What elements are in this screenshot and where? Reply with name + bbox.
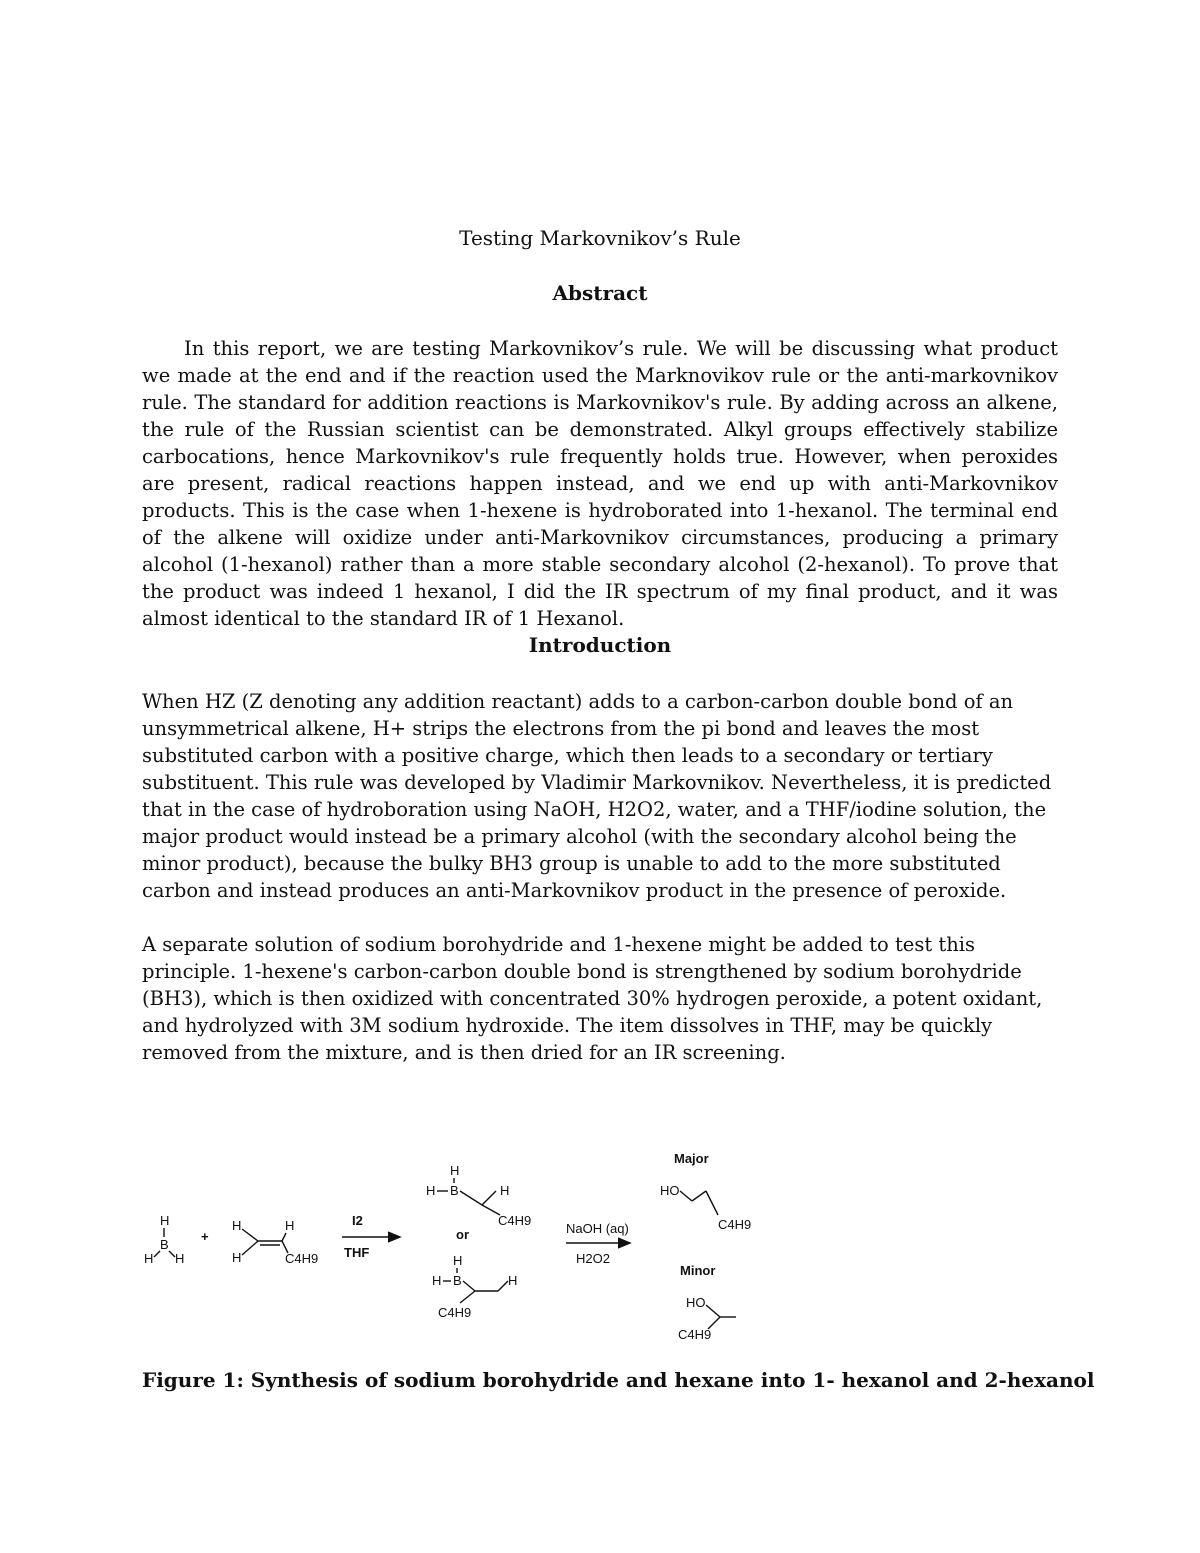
ob1-h-left: H (426, 1183, 436, 1198)
hexanol2-ho: HO (686, 1295, 706, 1310)
ob2-h-top: H (453, 1253, 463, 1268)
organoborane-top (426, 1163, 531, 1228)
hexene-h2: H (232, 1250, 242, 1265)
hexanol-2-molecule (678, 1295, 736, 1342)
hexene-molecule (232, 1218, 318, 1266)
ob2-h-right: H (508, 1273, 518, 1288)
reagent-thf: THF (344, 1245, 370, 1260)
borane-molecule (144, 1213, 184, 1266)
document-title: Testing Markovnikov’s Rule (459, 226, 741, 250)
bh3-h-right: H (175, 1251, 185, 1266)
bh3-b: B (160, 1237, 169, 1252)
bh3-h-left: H (144, 1251, 154, 1266)
ob2-c4h9: C4H9 (438, 1305, 472, 1320)
figure-caption: Figure 1: Synthesis of sodium borohydride and hexane into 1- hexanol and 2-hexanol (142, 1368, 1095, 1392)
hexene-c4h9: C4H9 (285, 1251, 319, 1266)
introduction-heading: Introduction (528, 633, 672, 657)
hexene-h3: H (285, 1218, 295, 1233)
reagent-naoh: NaOH (aq) (566, 1221, 629, 1236)
ob1-c4h9: C4H9 (498, 1213, 532, 1228)
minor-label: Minor (680, 1263, 716, 1278)
hexanol1-c4h9: C4H9 (718, 1217, 752, 1232)
introduction-paragraph-1: When HZ (Z denoting any addition reactant) adds to a carbon-carbon double bond of an unsymmetrical alkene, H+ strips the electrons from the pi bond and leaves the most substituted carbon with a positive charge, which then leads to a secondary or tertiary substituent. This rule was developed by Vladimir Markovnikov. Nevertheless, it is predicted that in the case of hydroboration using NaOH, H2O2, water, and a THF/iodine solution, the major product would instead be a primary alcohol (with the secondary alcohol being the minor product), because the bulky BH3 group is unable to add to the more substituted carbon and instead produces an anti-Markovnikov product in the presence of peroxide. (142, 690, 1052, 902)
hexene-h1: H (232, 1218, 242, 1233)
bh3-h-top: H (160, 1213, 170, 1228)
reagent-i2: I2 (352, 1213, 363, 1228)
or-label: or (456, 1227, 469, 1242)
organoborane-bottom (432, 1253, 517, 1320)
ob1-h-top: H (450, 1163, 460, 1178)
ob1-b: B (450, 1183, 459, 1198)
ob1-h-right: H (500, 1183, 510, 1198)
reagent-h2o2: H2O2 (576, 1251, 610, 1266)
reaction-scheme (130, 1145, 790, 1365)
hexanol-1-molecule (660, 1183, 751, 1232)
abstract-heading: Abstract (552, 281, 648, 305)
hexanol2-c4h9: C4H9 (678, 1327, 712, 1342)
major-label: Major (674, 1151, 709, 1166)
ob2-h-left: H (432, 1273, 442, 1288)
ob2-b: B (453, 1273, 462, 1288)
introduction-paragraph-2: A separate solution of sodium borohydride and 1-hexene might be added to test this principle. 1-hexene's carbon-carbon double bond is strengthened by sodium borohydride (BH3), which is then oxidized with concentrated 30% hydrogen peroxide, a potent oxidant, and hydrolyzed with 3M sodium hydroxide. The item dissolves in THF, may be quickly removed from the mixture, and is then dried for an IR screening. (142, 933, 1043, 1064)
plus-sign: + (201, 1229, 209, 1244)
abstract-paragraph: In this report, we are testing Markovnikov’s rule. We will be discussing what product we made at the end and if the reaction used the Marknovikov rule or the anti-markovnikov rule. The standard for addition reactions is Markovnikov's rule. By adding across an alkene, the rule of the Russian scientist can be demonstrated. Alkyl groups effectively stabilize carbocations, hence Markovnikov's rule frequently holds true. However, when peroxides are present, radical reactions happen instead, and we end up with anti-Markovnikov products. This is the case when 1-hexene is hydroborated into 1-hexanol. The terminal end of the alkene will oxidize under anti-Markovnikov circumstances, producing a primary alcohol (1-hexanol) rather than a more stable secondary alcohol (2-hexanol). To prove that the product was indeed 1 hexanol, I did the IR spectrum of my final product, and it was almost identical to the standard IR of 1 Hexanol. (142, 337, 1058, 630)
hexanol1-ho: HO (660, 1183, 680, 1198)
